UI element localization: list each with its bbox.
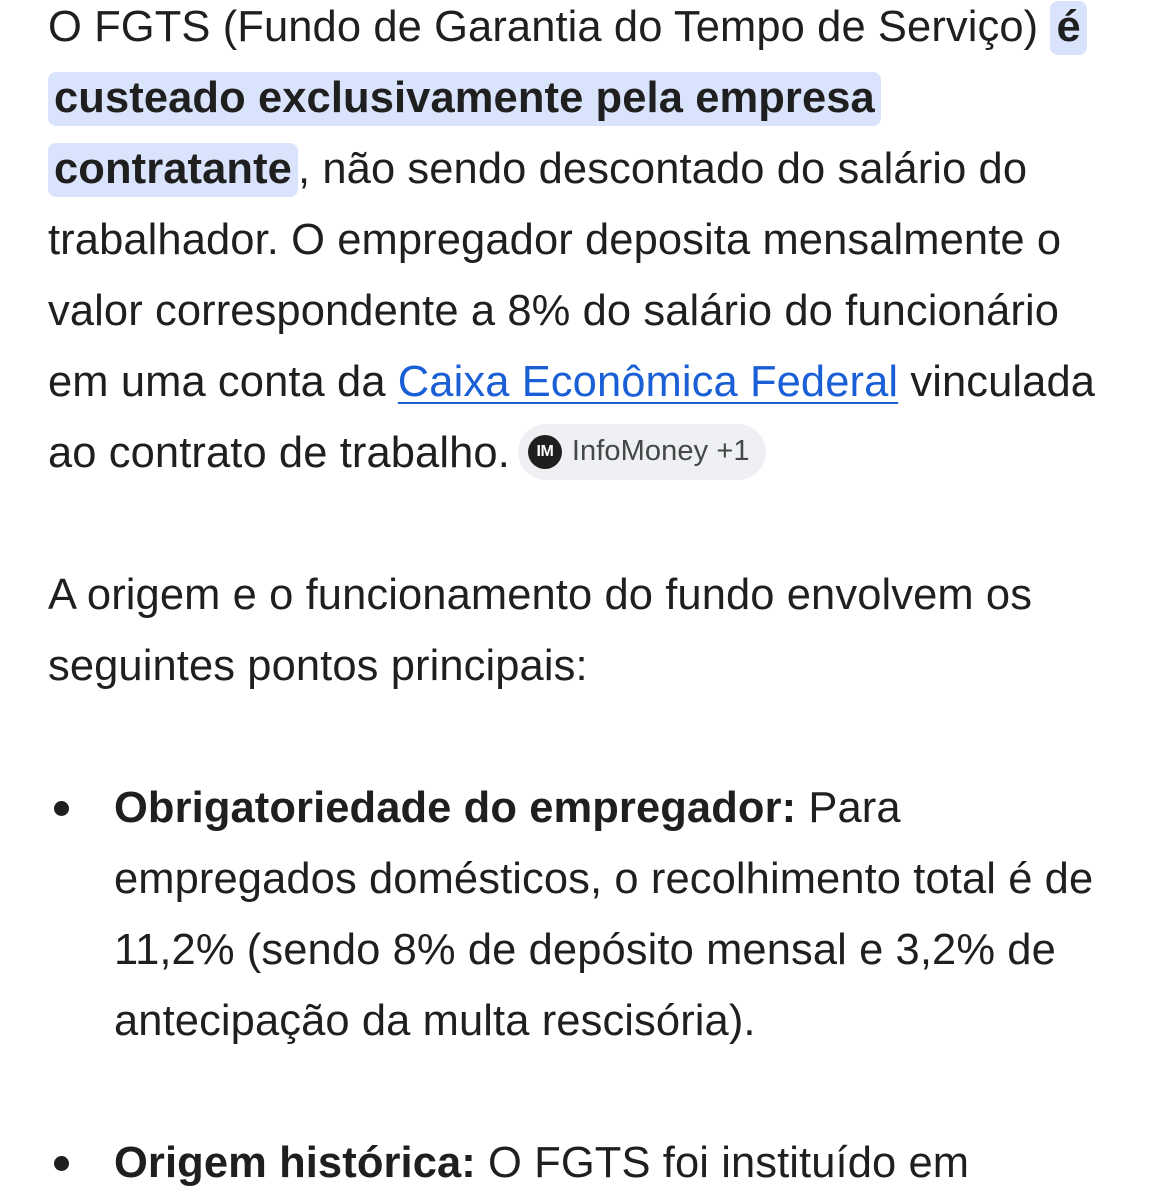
paragraph-intro xyxy=(48,0,1123,489)
paragraph-spacer xyxy=(48,489,1123,560)
bullet-icon xyxy=(54,1156,69,1171)
response-content xyxy=(48,0,1123,1199)
bullet-icon xyxy=(54,801,69,816)
intro-text: O FGTS (Fundo de Garantia do Tempo de Serviço) xyxy=(48,3,1051,51)
paragraph-origin: A origem e o funcionamento do fundo envolvem os seguintes pontos principais: xyxy=(48,571,1033,690)
point-title: Origem histórica: xyxy=(114,1139,476,1187)
highlighted-text[interactable]: é custeado exclusivamente pela empresa contratante xyxy=(48,1,1087,197)
infomoney-logo-icon: IM xyxy=(528,435,562,469)
source-chip[interactable] xyxy=(518,424,766,480)
points-list xyxy=(48,773,1123,1199)
list-item xyxy=(48,1128,1123,1199)
intro-text-continued: , não sendo descontado do salário do trabalhador. O empregador deposita mensalmente o valor correspondente a 8% do salário do funcionário em uma conta da xyxy=(48,145,1062,406)
point-text: O FGTS foi instituído em xyxy=(475,1139,970,1187)
point-title: Obrigatoriedade do empregador: xyxy=(114,784,797,832)
point-text: Para empregados domésticos, o recolhimento total é de 11,2% (sendo 8% de depósito mensal e 3,2% de antecipação da multa rescisória). xyxy=(114,784,1094,1045)
paragraph-spacer xyxy=(48,702,1123,773)
source-chip-label: InfoMoney +1 xyxy=(571,435,750,468)
intro-text-end: vinculada ao contrato de trabalho. xyxy=(48,358,1096,477)
caixa-link[interactable]: Caixa Econômica Federal xyxy=(397,358,899,406)
list-item xyxy=(48,773,1123,1057)
